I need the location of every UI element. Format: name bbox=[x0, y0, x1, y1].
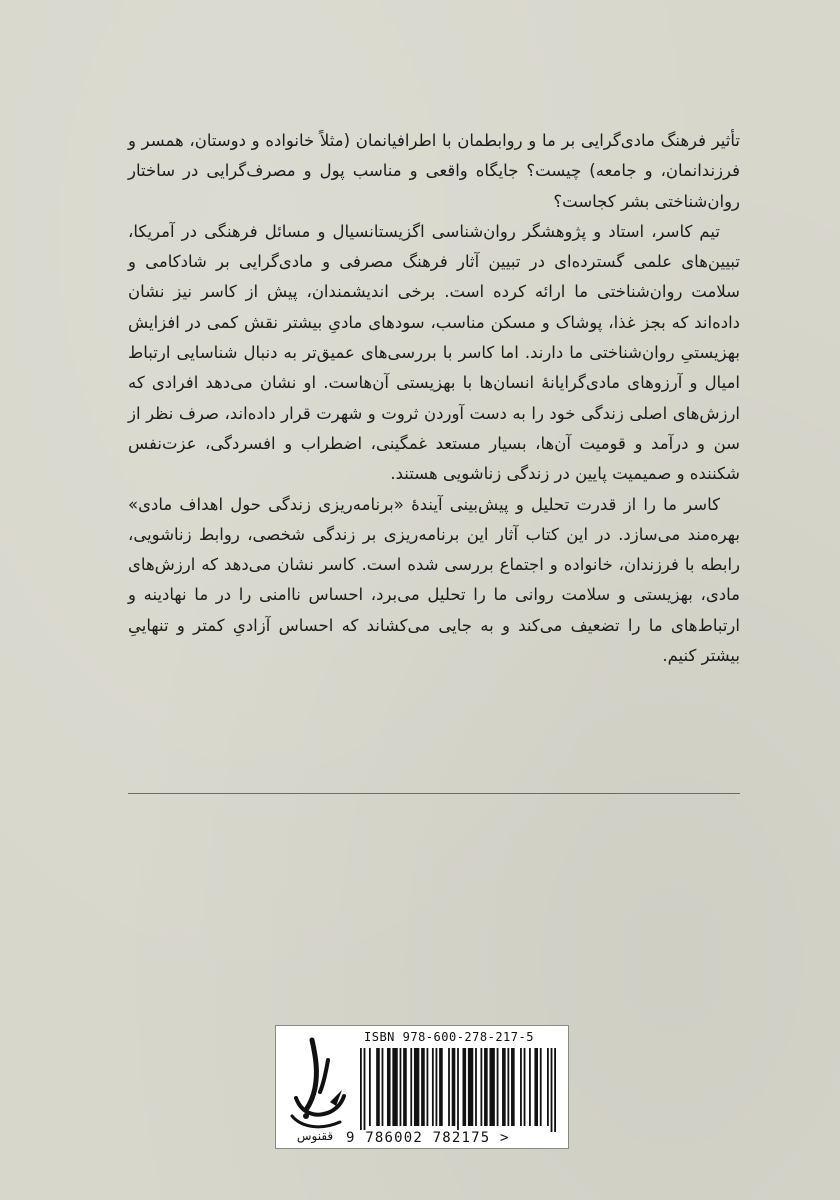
blurb-paragraph-2: تیم کاسر، استاد و پژوهشگر روان‌شناسی اگزیستانسیال و مسائل فرهنگی در آمریکا، تبیین‌های علمی گسترده‌ای در تبیین آثار فرهنگ مصرفی و مادی‌گرایی بر شادکامی و سلامت روان‌شناختی ما ارائه کرده است. برخی اندیشمندان، پیش از کاسر نیز نشان داده‌اند که بجز غذا، پوشاک و مسکن مناسب، سودهای مادیِ بیشتر نقش کمی در افزایش بهزیستیِ روان‌شناختی ما دارند. اما کاسر با بررسی‌های عمیق‌تر به دنبال شناسایی ارتباط امیال و آرزوهای مادی‌گرایانهٔ انسان‌ها با بهزیستی آن‌هاست. او نشان می‌دهد افرادی که ارزش‌های اصلی زندگی خود را به دست آوردن ثروت و شهرت قرار داده‌اند، صرف نظر از سن و درآمد و قومیت آن‌ها، بسیار مستعد غمگینی، اضطراب و افسردگی، عزت‌نفس شکننده و صمیمیت پایین در زندگی زناشویی هستند. bbox=[128, 221, 740, 484]
barcode-bar bbox=[382, 1048, 384, 1126]
barcode-bar bbox=[387, 1048, 391, 1126]
blurb-paragraph-1: تأثیر فرهنگ مادی‌گرایی بر ما و روابطمان با اطرافیانمان (مثلاً خانواده و دوستان، همسر و فرزندانمان، و جامعه) چیست؟ جایگاه واقعی و مناسب پول و مصرف‌گرایی در ساختار روان‌شناختی بشر کجاست؟ bbox=[128, 131, 740, 211]
barcode-bar bbox=[410, 1048, 412, 1126]
barcode-bar bbox=[452, 1048, 456, 1126]
barcode-bar bbox=[468, 1048, 473, 1126]
barcode-bar bbox=[403, 1048, 407, 1126]
barcode-bar bbox=[427, 1048, 429, 1126]
barcode-bar bbox=[421, 1048, 425, 1126]
barcode-bar bbox=[547, 1048, 549, 1126]
barcode-bar bbox=[439, 1048, 443, 1126]
barcode-bar bbox=[507, 1048, 509, 1126]
barcode-bar bbox=[400, 1048, 402, 1126]
barcode-bar bbox=[524, 1048, 526, 1126]
isbn-label: ISBN 978-600-278-217-5 bbox=[364, 1030, 534, 1044]
back-cover-blurb bbox=[128, 126, 740, 671]
barcode-bar bbox=[520, 1048, 522, 1126]
barcode-bar bbox=[436, 1048, 438, 1126]
barcode-bar bbox=[540, 1048, 542, 1126]
barcode-bar bbox=[551, 1048, 553, 1132]
barcode-bar bbox=[475, 1048, 477, 1126]
isbn-barcode-panel bbox=[275, 1025, 569, 1149]
publisher-logo-icon bbox=[282, 1032, 348, 1144]
barcode-bar bbox=[448, 1048, 450, 1126]
barcode-bar bbox=[484, 1048, 488, 1126]
barcode-bar bbox=[457, 1048, 459, 1132]
barcode-bar bbox=[364, 1048, 366, 1132]
divider-line bbox=[128, 793, 740, 794]
publisher-logo-text: ققنوس bbox=[296, 1129, 334, 1143]
blurb-paragraph-3: کاسر ما را از قدرت تحلیل و پیش‌بینی آیندهٔ «برنامه‌ریزی زندگی حول اهداف مادی» بهره‌مند می‌سازد. در این کتاب آثار این برنامه‌ریزی بر زندگی شخصی، روابط زناشویی، رابطه با فرزندان، خانواده و اجتماع بررسی شده است. کاسر نشان می‌دهد که ارزش‌های مادی، بهزیستی و سلامت روانی ما را تحلیل می‌برد، احساس ناامنی را در ما نهادینه و ارتباط‌های ما را تضعیف می‌کند و به جایی می‌کشاند که احساس آزادیِ کمتر و تنهاییِ بیشتر کنیم. bbox=[128, 494, 740, 666]
barcode-bar bbox=[432, 1048, 434, 1126]
barcode-bar bbox=[497, 1048, 499, 1126]
barcode-bars bbox=[358, 1048, 558, 1132]
barcode-bar bbox=[392, 1048, 397, 1126]
barcode-bar bbox=[463, 1048, 467, 1126]
barcode-bar bbox=[376, 1048, 380, 1126]
barcode-bar bbox=[502, 1048, 506, 1126]
barcode-bar bbox=[534, 1048, 538, 1126]
barcode-bar bbox=[489, 1048, 494, 1126]
barcode-bar bbox=[529, 1048, 531, 1126]
barcode-bar bbox=[414, 1048, 419, 1126]
barcode-bar bbox=[369, 1048, 371, 1126]
barcode-bar bbox=[480, 1048, 482, 1126]
barcode-bar bbox=[360, 1048, 362, 1132]
barcode-bar bbox=[554, 1048, 556, 1132]
ean-digits: 9 786002 782175 > bbox=[346, 1130, 510, 1146]
barcode-bar bbox=[511, 1048, 515, 1126]
